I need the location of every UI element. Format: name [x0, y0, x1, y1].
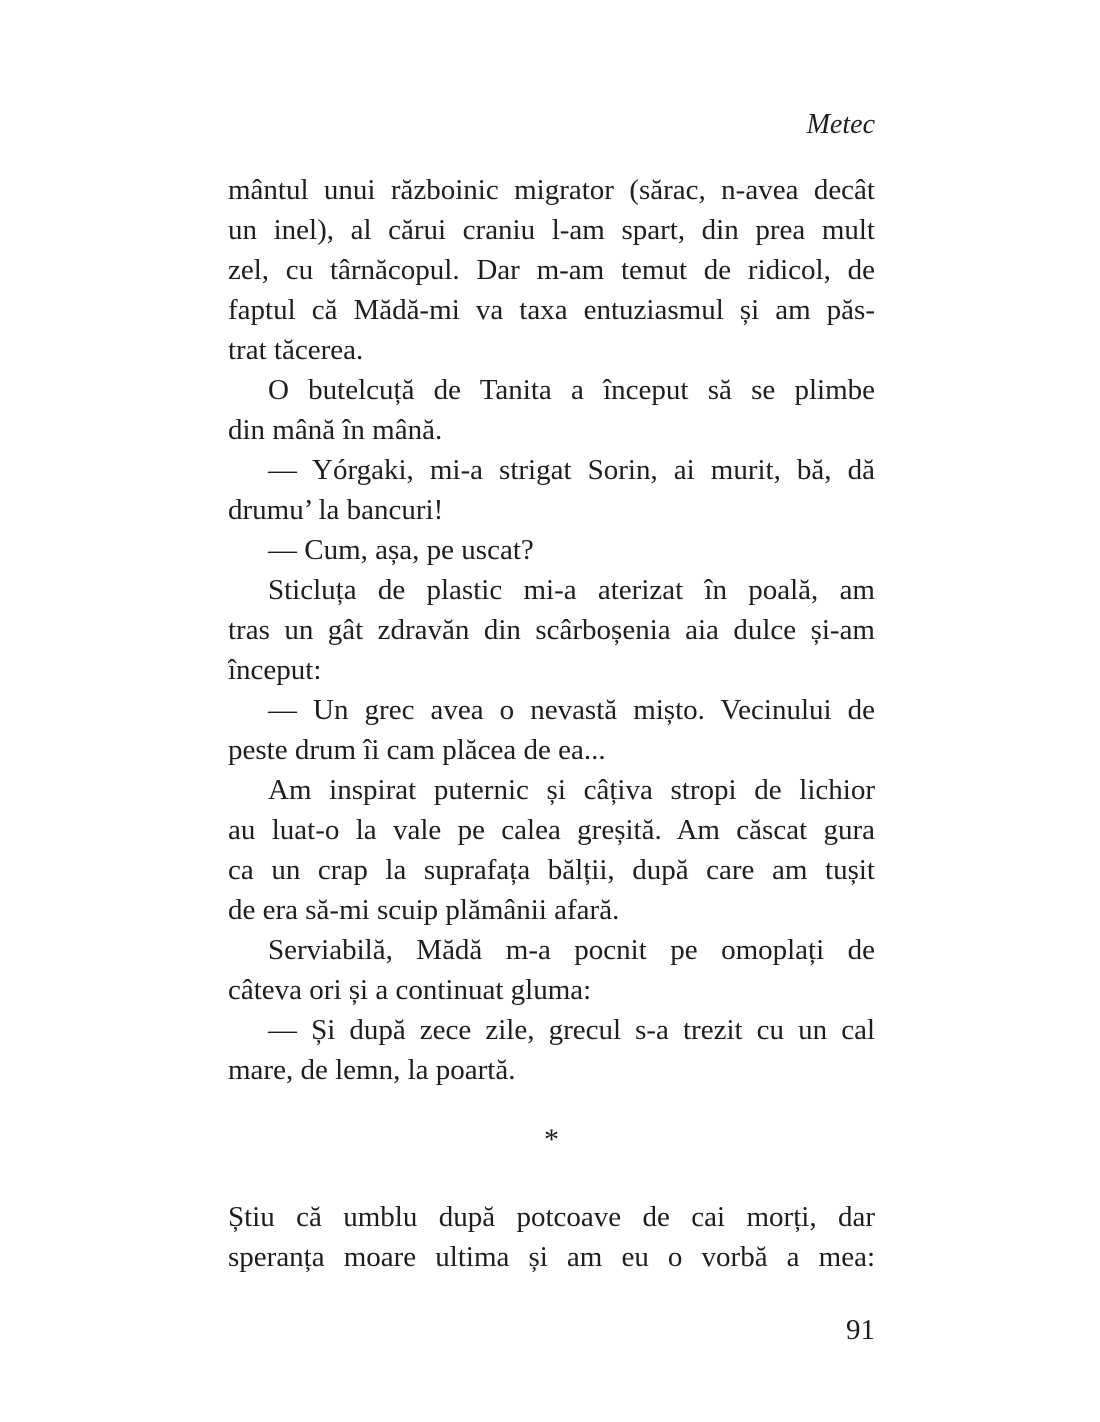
text-line: — Un grec avea o nevastă mișto. Vecinului de [268, 694, 875, 726]
text-line: speranța moare ultima și am eu o vorbă a mea: [228, 1241, 875, 1273]
page-number: 91 [846, 1314, 875, 1346]
text-line: Sticluța de plastic mi-a aterizat în poală, am [268, 574, 875, 606]
text-line: din mână în mână. [228, 414, 443, 446]
text-line: început: [228, 654, 322, 686]
text-line: câteva ori și a continuat gluma: [228, 974, 592, 1006]
page-footer [228, 1310, 875, 1350]
paragraph [228, 930, 875, 1010]
text-line: Am inspirat puternic și câțiva stropi de lichior [268, 774, 875, 806]
text-line: — Yórgaki, mi-a strigat Sorin, ai murit, bă, dă [268, 454, 875, 486]
text-line: un inel), al cărui craniu l-am spart, din prea mult [228, 214, 875, 246]
section-break-asterisk: * [544, 1123, 559, 1156]
chapter-title: Metec [806, 109, 875, 140]
text-line: — Cum, așa, pe uscat? [268, 534, 534, 566]
body-text-after-break [228, 1197, 875, 1277]
text-line: drumu’ la bancuri! [228, 494, 444, 526]
running-header [228, 105, 875, 145]
text-line: Știu că umblu după potcoave de cai morți, dar [228, 1201, 875, 1233]
paragraph [228, 570, 875, 690]
text-line: trat tăcerea. [228, 334, 364, 366]
text-line: O butelcuță de Tanita a început să se plimbe [268, 374, 875, 406]
text-line: ca un crap la suprafața bălții, după care am tușit [228, 854, 875, 886]
paragraph [228, 170, 875, 370]
text-line: tras un gât zdravăn din scârboșenia aia dulce și-am [228, 614, 875, 646]
paragraph [228, 1197, 875, 1277]
text-line: zel, cu târnăcopul. Dar m-am temut de ridicol, de [228, 254, 875, 286]
paragraph [228, 530, 875, 570]
text-line: mare, de lemn, la poartă. [228, 1054, 516, 1086]
paragraph [228, 450, 875, 530]
paragraph [228, 770, 875, 930]
text-line: faptul că Mădă-mi va taxa entuziasmul și am păs- [228, 294, 875, 326]
text-line: peste drum îi cam plăcea de ea... [228, 734, 606, 766]
paragraph [228, 370, 875, 450]
text-line: au luat-o la vale pe calea greșită. Am căscat gura [228, 814, 875, 846]
paragraph [228, 1010, 875, 1090]
text-line: — Și după zece zile, grecul s-a trezit cu un cal [268, 1014, 875, 1046]
paragraph [228, 690, 875, 770]
text-line: mântul unui războinic migrator (sărac, n-avea decât [228, 174, 875, 206]
text-line: de era să-mi scuip plămânii afară. [228, 894, 620, 926]
text-line: Serviabilă, Mădă m-a pocnit pe omoplați de [268, 934, 875, 966]
body-text-before-break [228, 170, 875, 1090]
